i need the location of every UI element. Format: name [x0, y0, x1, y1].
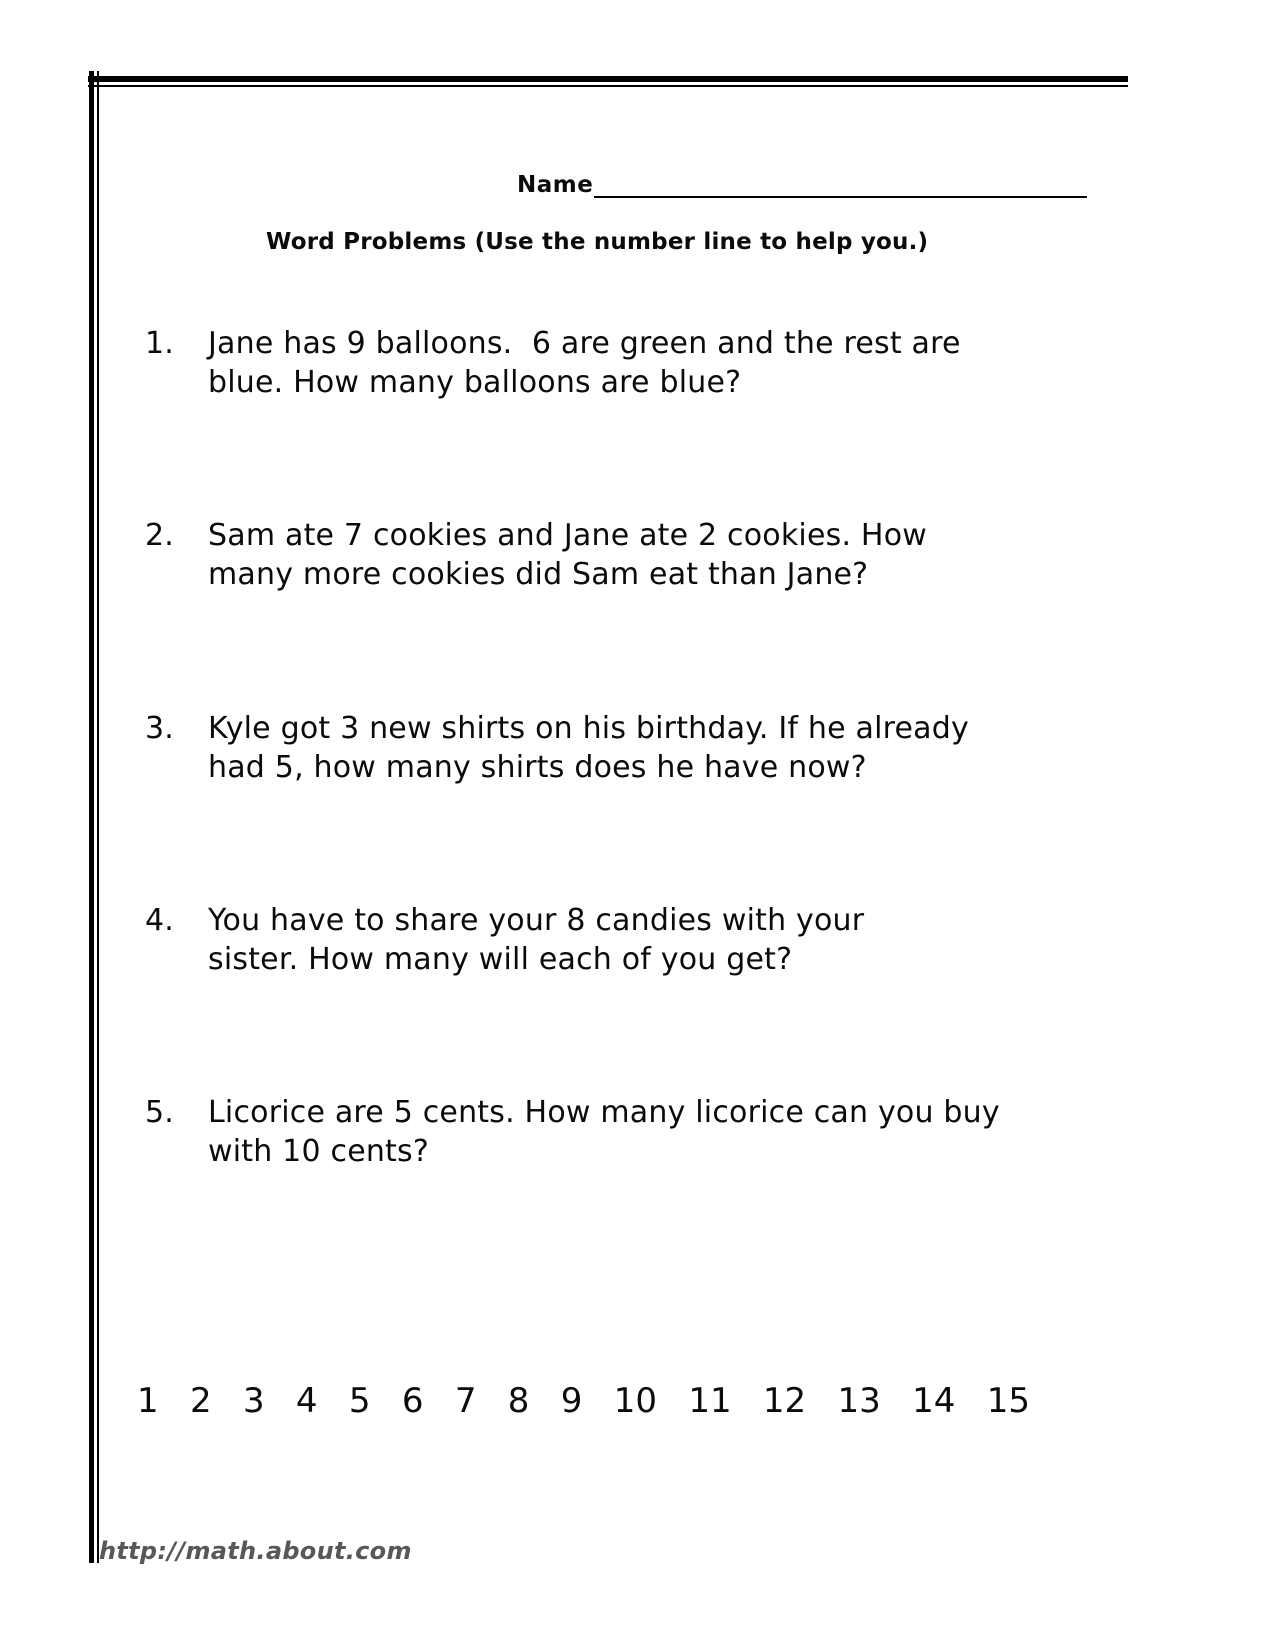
problem-2-text	[208, 516, 927, 594]
name-label: Name	[517, 172, 594, 198]
problem-5	[145, 1093, 1000, 1171]
number-line-value-5: 5	[348, 1381, 371, 1421]
problem-1-line-1: Jane has 9 balloons. 6 are green and the rest are	[208, 326, 961, 361]
problem-1-line-2: blue. How many balloons are blue?	[208, 365, 742, 400]
number-line	[137, 1381, 1030, 1421]
problem-1-text	[208, 324, 961, 402]
problem-2-number: 2.	[145, 518, 175, 553]
number-line-value-10: 10	[613, 1381, 657, 1421]
page-border-left-thin	[97, 71, 99, 1563]
problem-3	[145, 709, 969, 787]
number-line-value-7: 7	[454, 1381, 477, 1421]
worksheet-title: Word Problems (Use the number line to help you.)	[266, 229, 929, 255]
problem-3-text	[208, 709, 969, 787]
problem-5-line-1: Licorice are 5 cents. How many licorice can you buy	[208, 1095, 1000, 1130]
number-line-value-11: 11	[688, 1381, 732, 1421]
number-line-value-3: 3	[242, 1381, 265, 1421]
problem-1	[145, 324, 961, 402]
page-border-top-thick	[88, 76, 1128, 82]
problem-2-line-2: many more cookies did Sam eat than Jane?	[208, 557, 869, 592]
number-line-value-2: 2	[189, 1381, 212, 1421]
number-line-value-14: 14	[912, 1381, 956, 1421]
name-blank-line	[594, 196, 1087, 198]
problem-4-line-1: You have to share your 8 candies with your	[208, 903, 865, 938]
number-line-value-8: 8	[507, 1381, 530, 1421]
problem-1-number: 1.	[145, 326, 175, 361]
problem-5-text	[208, 1093, 1000, 1171]
number-line-value-15: 15	[986, 1381, 1030, 1421]
problem-4-number: 4.	[145, 903, 175, 938]
problem-5-number: 5.	[145, 1095, 175, 1130]
problem-4-text	[208, 901, 864, 979]
problem-2	[145, 516, 927, 594]
number-line-value-4: 4	[295, 1381, 318, 1421]
problem-4	[145, 901, 864, 979]
page-border-top-thin	[88, 85, 1128, 87]
number-line-value-12: 12	[762, 1381, 807, 1421]
number-line-value-13: 13	[837, 1381, 881, 1421]
source-url: http://math.about.com	[99, 1537, 412, 1565]
problem-3-line-2: had 5, how many shirts does he have now?	[208, 750, 867, 785]
number-line-value-9: 9	[560, 1381, 583, 1421]
problem-5-line-2: with 10 cents?	[208, 1134, 429, 1169]
number-line-value-6: 6	[401, 1381, 424, 1421]
problem-3-number: 3.	[145, 711, 175, 746]
problem-4-line-2: sister. How many will each of you get?	[208, 942, 793, 977]
page-border-left-thick	[89, 71, 94, 1563]
problem-3-line-1: Kyle got 3 new shirts on his birthday. If he already	[208, 711, 969, 746]
problem-2-line-1: Sam ate 7 cookies and Jane ate 2 cookies. How	[208, 518, 927, 553]
number-line-value-1: 1	[137, 1381, 159, 1421]
